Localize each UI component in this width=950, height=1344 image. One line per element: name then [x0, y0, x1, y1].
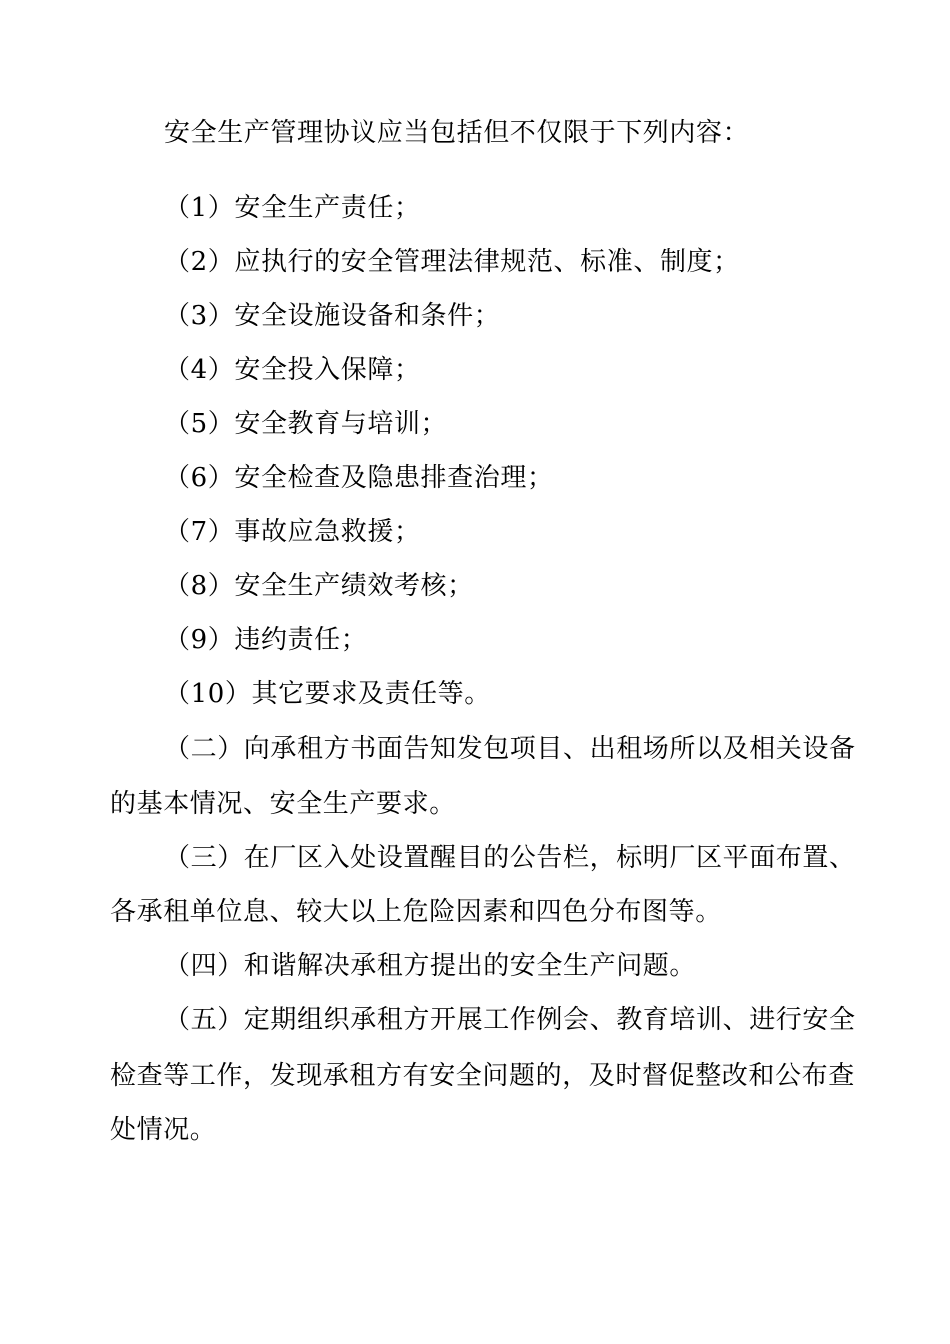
paragraph-line: （三）在厂区入处设置醒目的公告栏，标明厂区平面布置、 — [164, 843, 856, 873]
list-item: （7）事故应急救援； — [164, 517, 421, 547]
list-item: （10）其它要求及责任等。 — [164, 679, 491, 709]
paragraph-line: 处情况。 — [110, 1115, 217, 1145]
paragraph-line: （五）定期组织承租方开展工作例会、教育培训、进行安全 — [164, 1005, 856, 1035]
paragraph-line: 的基本情况、安全生产要求。 — [110, 789, 456, 819]
paragraph-line: （二）向承租方书面告知发包项目、出租场所以及相关设备 — [164, 734, 856, 764]
paragraph-line: （四）和谐解决承租方提出的安全生产问题。 — [164, 951, 697, 981]
list-item: （8）安全生产绩效考核； — [164, 571, 474, 601]
list-item: （9）违约责任； — [164, 625, 368, 655]
list-item: （4）安全投入保障； — [164, 355, 421, 385]
list-item: （6）安全检查及隐患排查治理； — [164, 463, 554, 493]
paragraph-line: 检查等工作，发现承租方有安全问题的，及时督促整改和公布查 — [110, 1061, 855, 1091]
list-item: （5）安全教育与培训； — [164, 409, 448, 439]
intro-text: 安全生产管理协议应当包括但不仅限于下列内容： — [164, 118, 750, 148]
list-item: （1）安全生产责任； — [164, 193, 421, 223]
list-item: （2）应执行的安全管理法律规范、标准、制度； — [164, 247, 740, 277]
paragraph-line: 各承租单位息、较大以上危险因素和四色分布图等。 — [110, 897, 722, 927]
list-item: （3）安全设施设备和条件； — [164, 301, 501, 331]
